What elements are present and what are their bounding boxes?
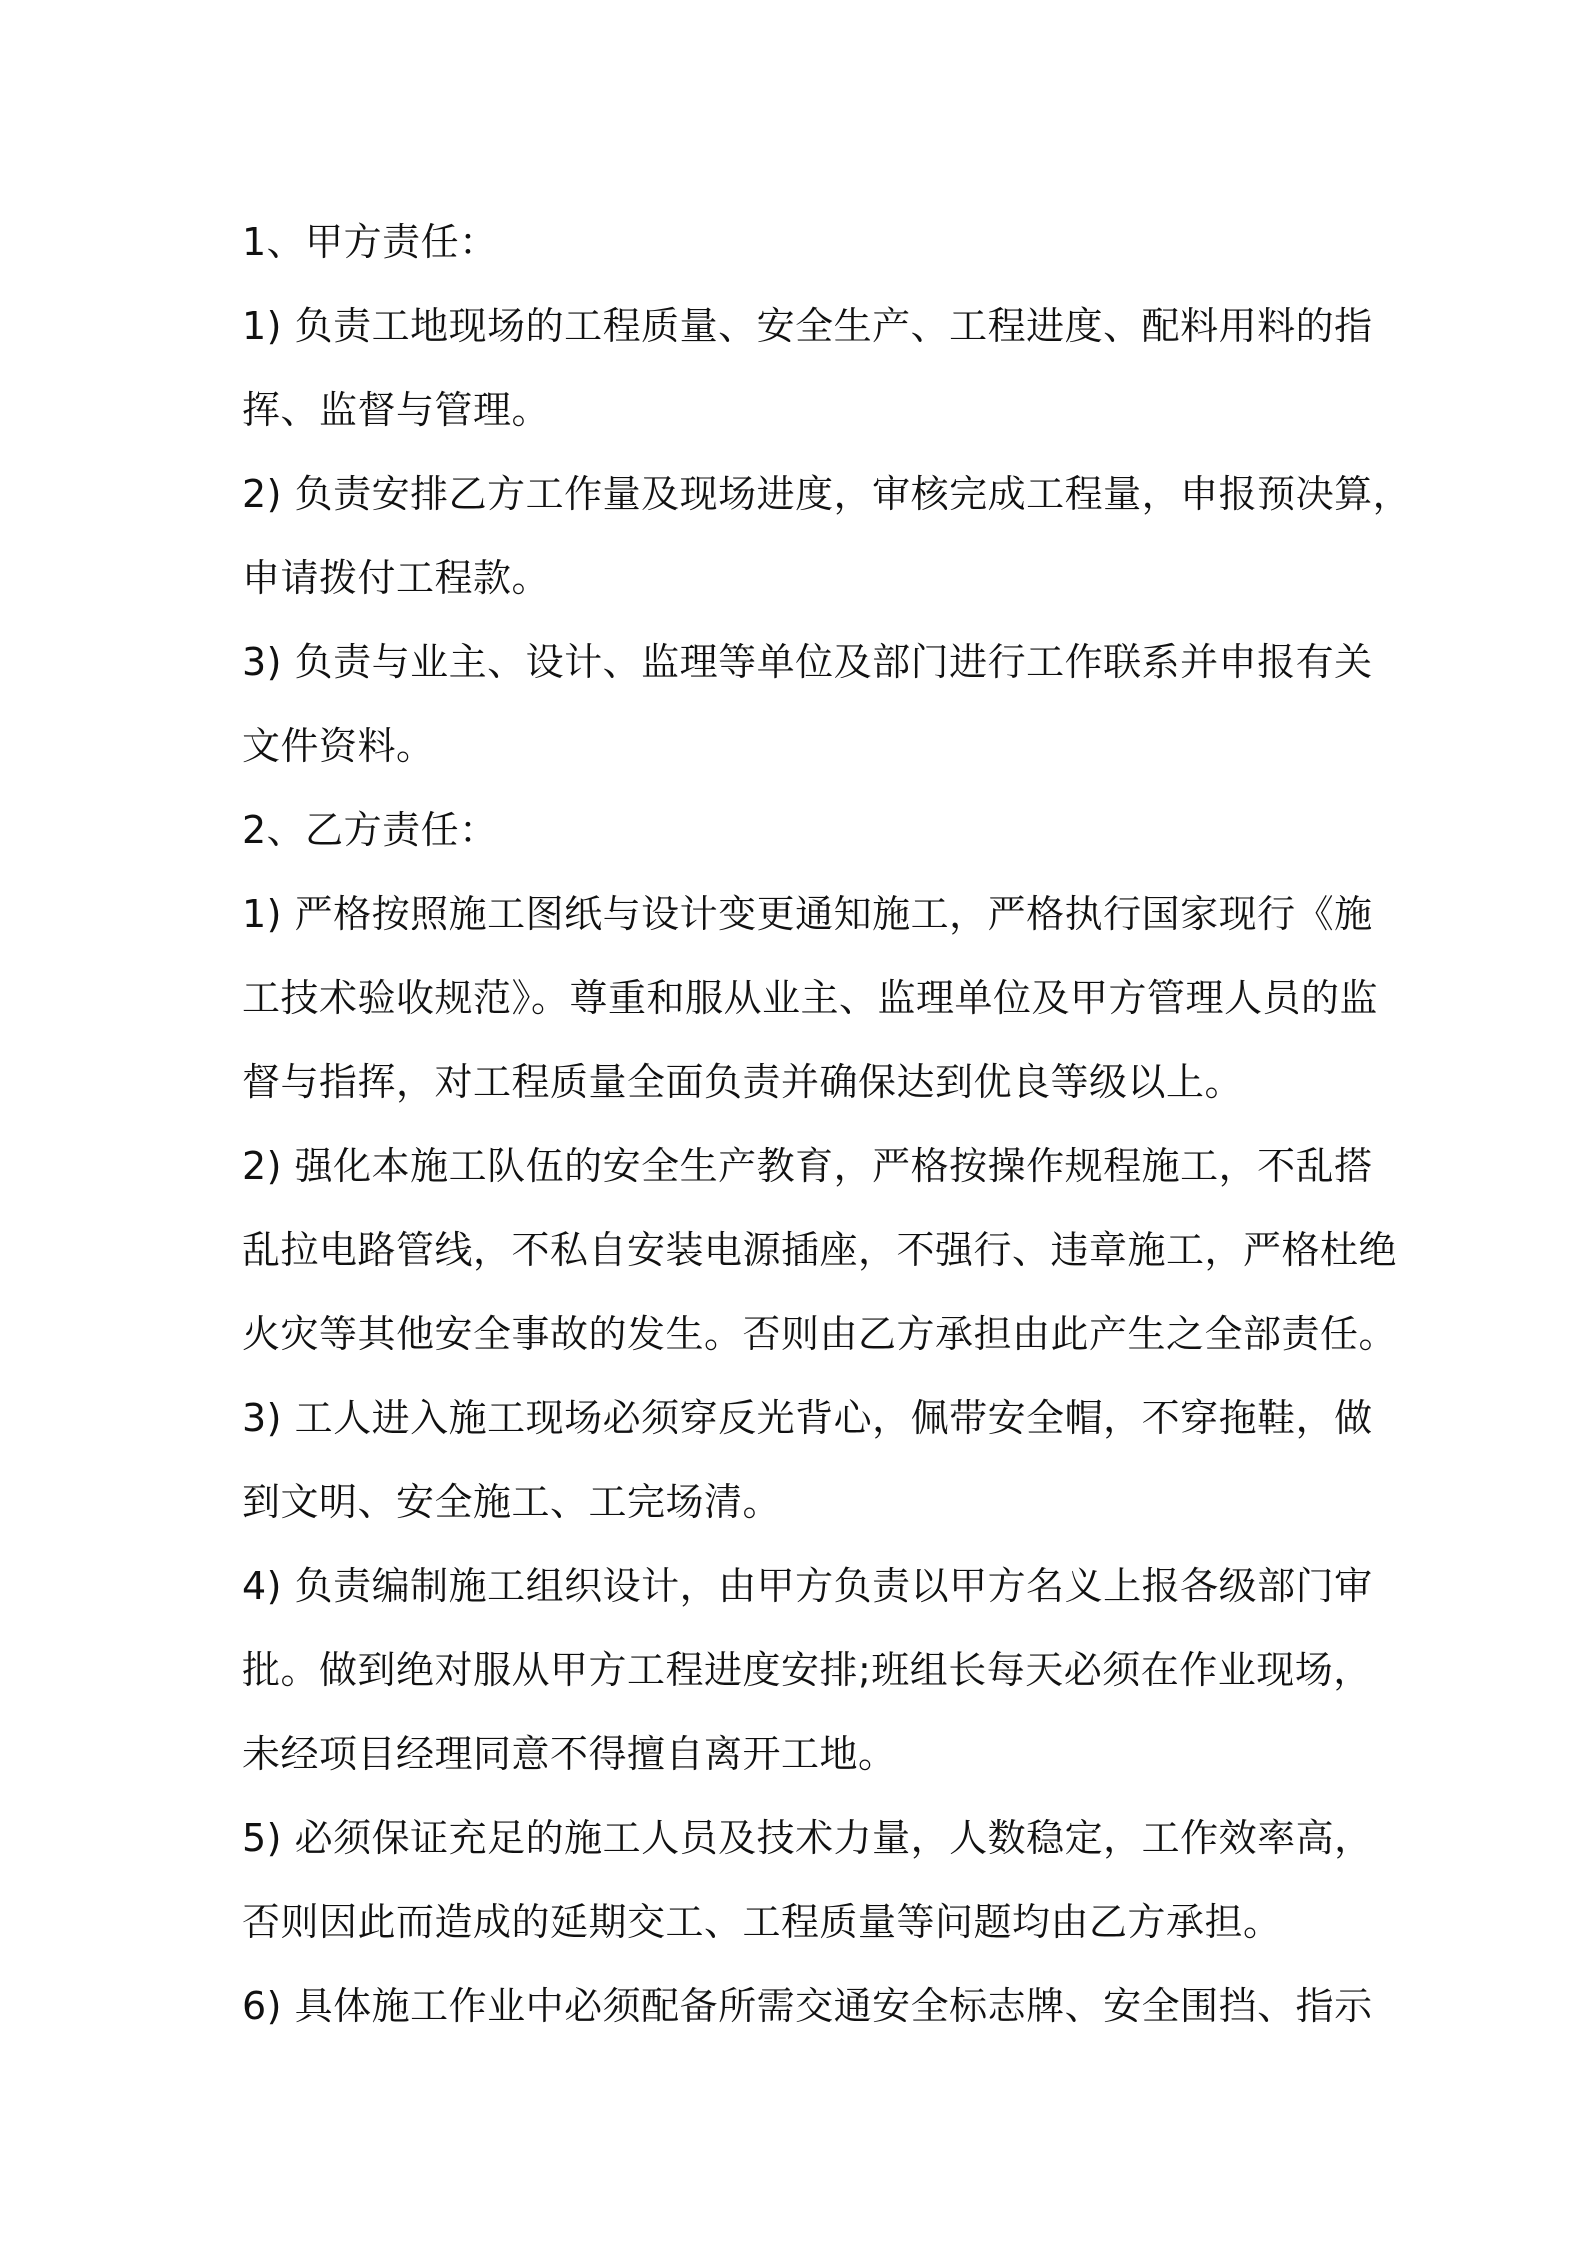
text-line: 火灾等其他安全事故的发生。否则由乙方承担由此产生之全部责任。 [242,1312,1398,1356]
text-line: 5) 必须保证充足的施工人员及技术力量，人数稳定，工作效率高， [242,1816,1373,1860]
document-body [242,200,1412,2048]
text-line: 乱拉电路管线，不私自安装电源插座，不强行、违章施工，严格杜绝 [242,1228,1398,1272]
text-line: 1) 严格按照施工图纸与设计变更通知施工，严格执行国家现行《施 [242,892,1373,936]
text-line: 6) 具体施工作业中必须配备所需交通安全标志牌、安全围挡、指示 [242,1984,1373,2028]
section-heading-party-a: 1、甲方责任： [242,220,498,264]
text-line: 4) 负责编制施工组织设计，由甲方负责以甲方名义上报各级部门审 [242,1564,1373,1608]
text-line: 工技术验收规范》。尊重和服从业主、监理单位及甲方管理人员的监 [242,976,1379,1020]
text-line: 1) 负责工地现场的工程质量、安全生产、工程进度、配料用料的指 [242,304,1373,348]
text-line: 申请拨付工程款。 [242,556,551,600]
text-line: 未经项目经理同意不得擅自离开工地。 [242,1732,897,1776]
text-line: 批。做到绝对服从甲方工程进度安排;班组长每天必须在作业现场， [242,1648,1372,1692]
text-line: 文件资料。 [242,724,435,768]
text-line: 2) 强化本施工队伍的安全生产教育，严格按操作规程施工，不乱搭 [242,1144,1373,1188]
text-line: 挥、监督与管理。 [242,388,551,432]
text-line: 3) 工人进入施工现场必须穿反光背心，佩带安全帽，不穿拖鞋，做 [242,1396,1373,1440]
text-line: 督与指挥，对工程质量全面负责并确保达到优良等级以上。 [242,1060,1244,1104]
text-line: 否则因此而造成的延期交工、工程质量等问题均由乙方承担。 [242,1900,1282,1944]
text-line: 2) 负责安排乙方工作量及现场进度，审核完成工程量，申报预决算， [242,472,1412,516]
section-heading-party-b: 2、乙方责任： [242,808,498,852]
text-line: 3) 负责与业主、设计、监理等单位及部门进行工作联系并申报有关 [242,640,1373,684]
text-line: 到文明、安全施工、工完场清。 [242,1480,782,1524]
